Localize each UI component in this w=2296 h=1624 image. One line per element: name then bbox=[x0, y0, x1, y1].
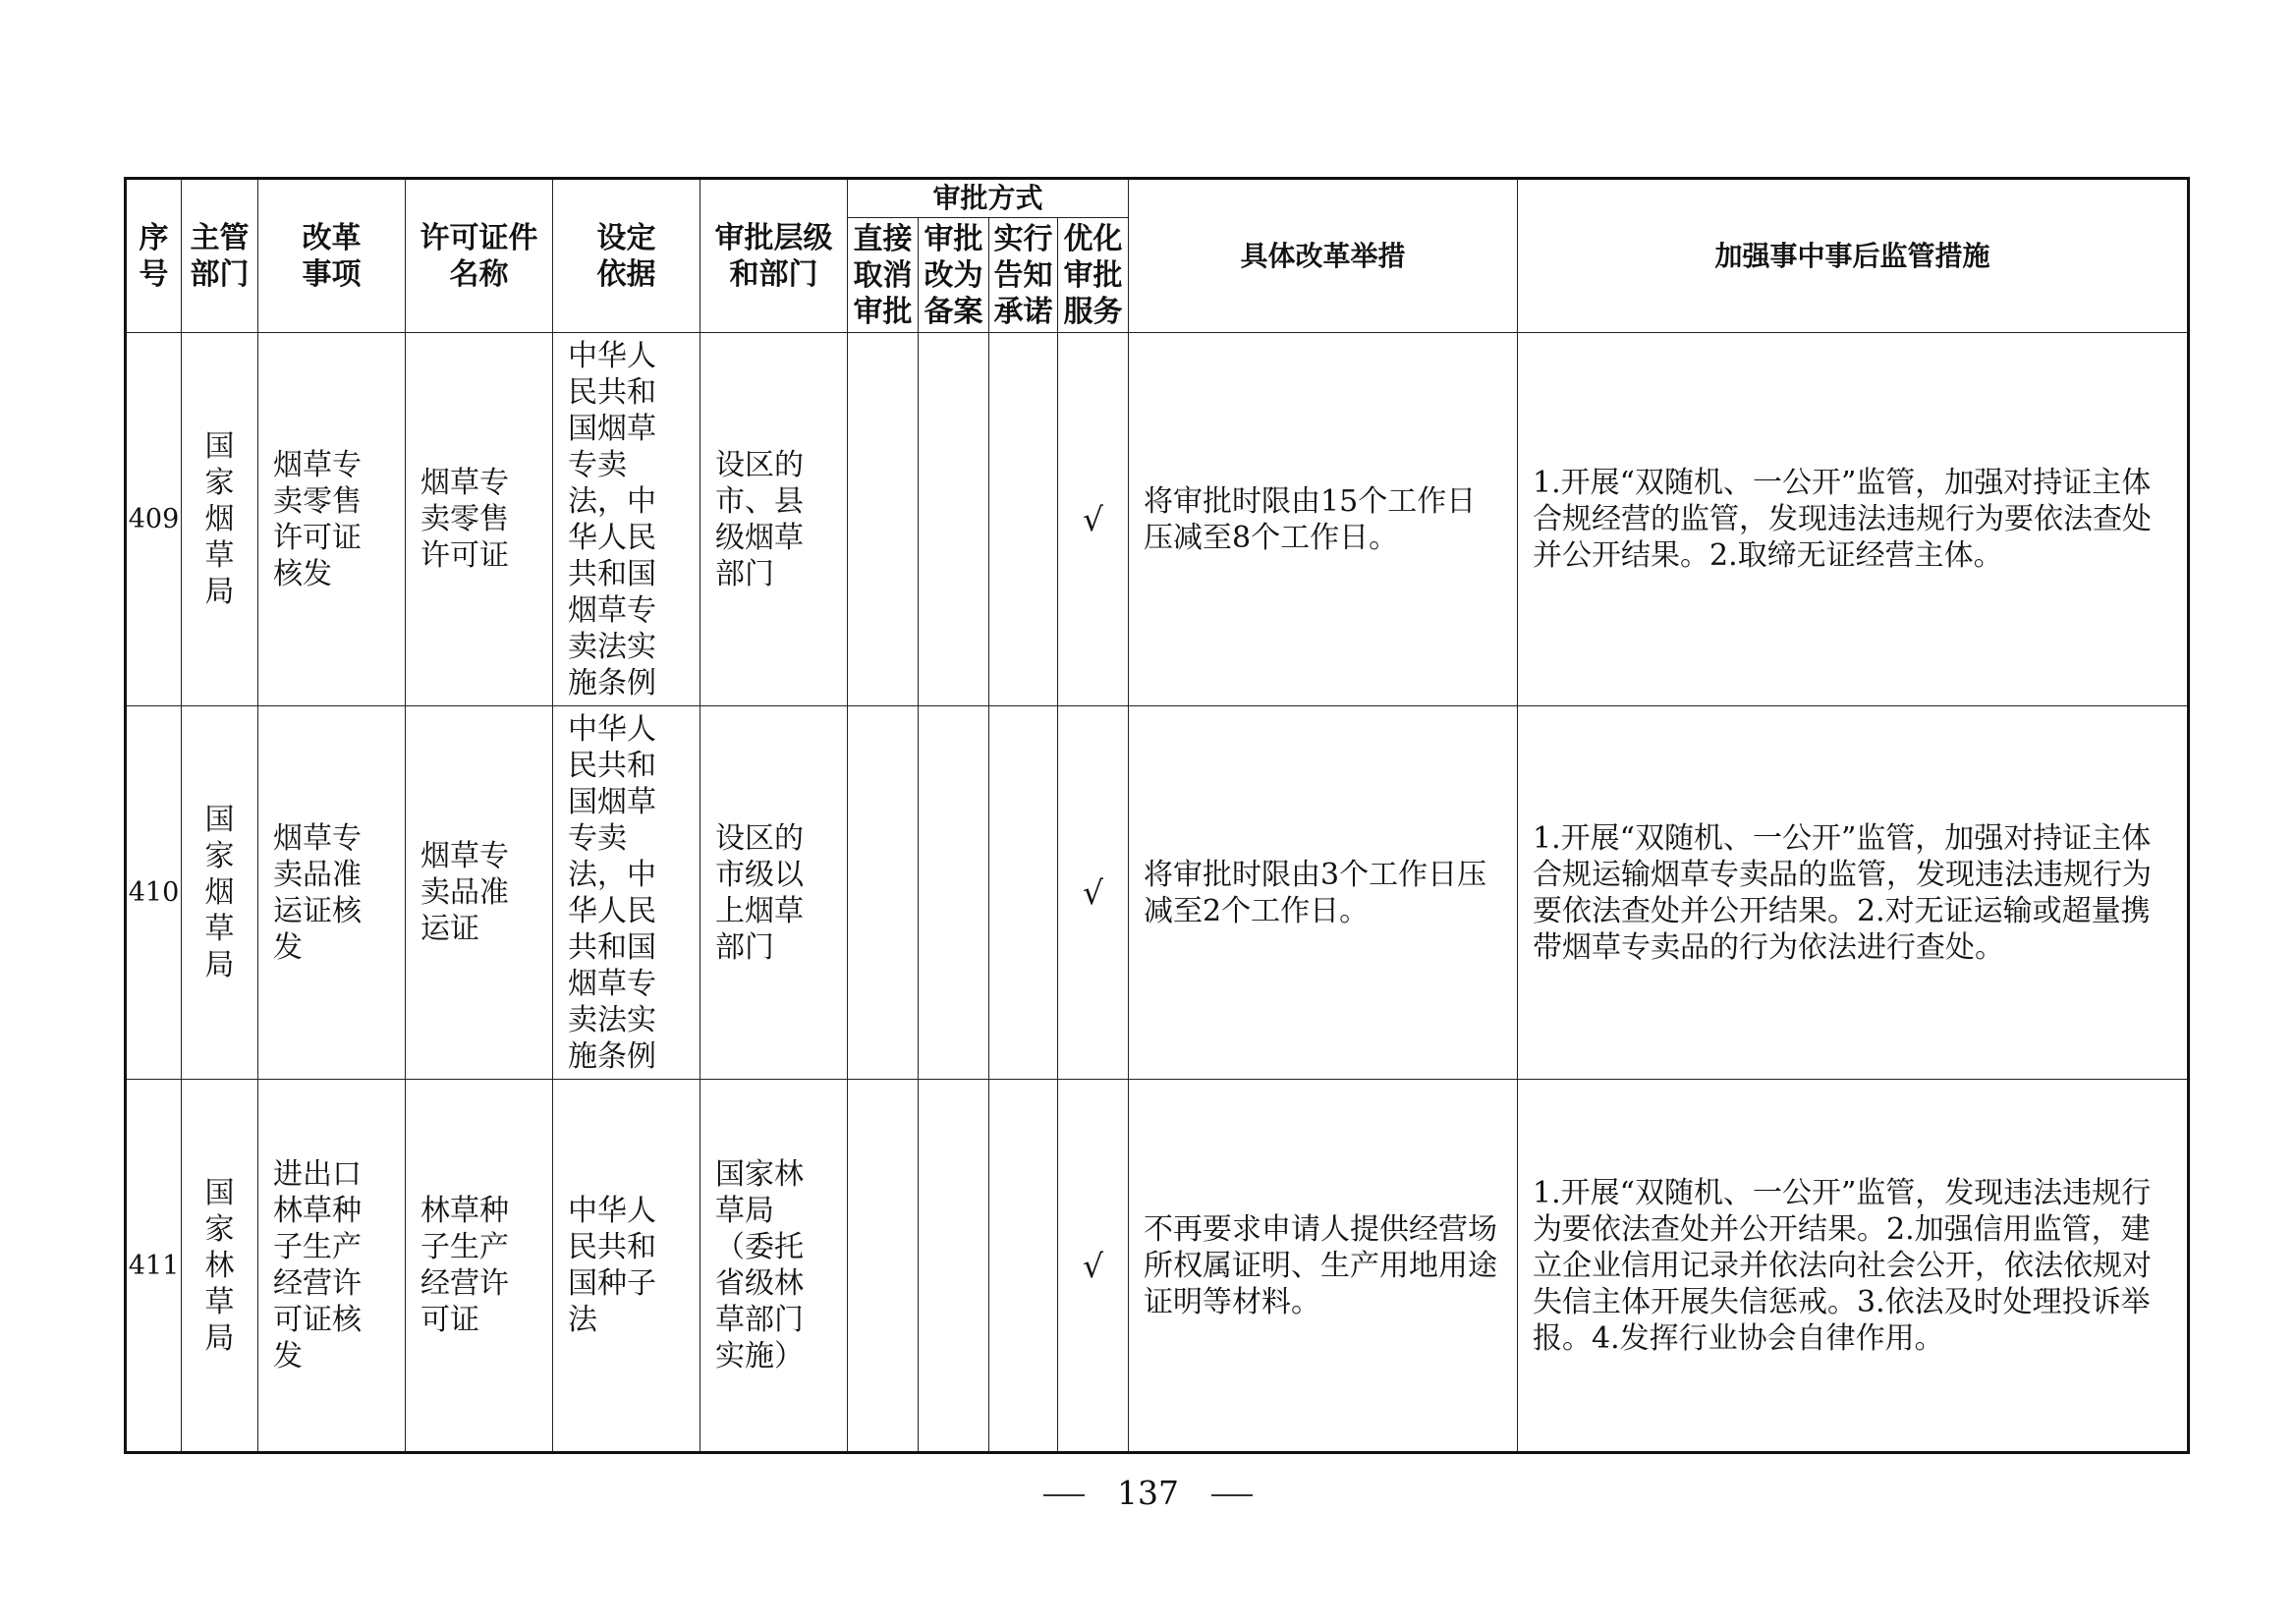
row-license: 林草种子生产经营许可证 bbox=[406, 1080, 553, 1453]
reform-table bbox=[124, 177, 2190, 1454]
header-method-cancel: 直接取消审批 bbox=[848, 218, 919, 333]
row-level: 设区的市、县级烟草部门 bbox=[700, 333, 848, 706]
page-footer bbox=[0, 1474, 2296, 1512]
footer-dash-right bbox=[1211, 1494, 1253, 1496]
row-measures: 将审批时限由3个工作日压减至2个工作日。 bbox=[1129, 706, 1518, 1080]
header-supervision: 加强事中事后监管措施 bbox=[1518, 179, 2189, 333]
header-seq: 序号 bbox=[126, 179, 182, 333]
row-dept: 国家林草局 bbox=[182, 1080, 258, 1453]
row-seq: 411 bbox=[126, 1080, 182, 1453]
row-method-promise bbox=[989, 333, 1058, 706]
header-method-promise: 实行告知承诺 bbox=[989, 218, 1058, 333]
footer-dash-left bbox=[1043, 1494, 1085, 1496]
row-item: 进出口林草种子生产经营许可证核发 bbox=[258, 1080, 406, 1453]
row-method-optimize: √ bbox=[1058, 333, 1129, 706]
row-license: 烟草专卖零售许可证 bbox=[406, 333, 553, 706]
row-method-filing bbox=[919, 706, 989, 1080]
header-basis: 设定依据 bbox=[553, 179, 700, 333]
row-method-filing bbox=[919, 1080, 989, 1453]
row-method-filing bbox=[919, 333, 989, 706]
row-item: 烟草专卖零售许可证核发 bbox=[258, 333, 406, 706]
row-method-promise bbox=[989, 706, 1058, 1080]
table-row bbox=[126, 1080, 2189, 1453]
row-supervision: 1.开展“双随机、一公开”监管，加强对持证主体合规运输烟草专卖品的监管，发现违法违规行为要依法查处并公开结果。2.对无证运输或超量携带烟草专卖品的行为依法进行查处。 bbox=[1518, 706, 2189, 1080]
row-basis: 中华人民共和国种子法 bbox=[553, 1080, 700, 1453]
page-number: 137 bbox=[1117, 1474, 1179, 1512]
row-dept: 国家烟草局 bbox=[182, 333, 258, 706]
header-item: 改革事项 bbox=[258, 179, 406, 333]
table-row bbox=[126, 706, 2189, 1080]
header-license: 许可证件名称 bbox=[406, 179, 553, 333]
row-measures: 将审批时限由15个工作日压减至8个工作日。 bbox=[1129, 333, 1518, 706]
row-method-promise bbox=[989, 1080, 1058, 1453]
row-method-cancel bbox=[848, 333, 919, 706]
row-seq: 409 bbox=[126, 333, 182, 706]
header-method: 审批方式 bbox=[848, 179, 1129, 218]
row-measures: 不再要求申请人提供经营场所权属证明、生产用地用途证明等材料。 bbox=[1129, 1080, 1518, 1453]
row-method-cancel bbox=[848, 1080, 919, 1453]
row-method-optimize: √ bbox=[1058, 1080, 1129, 1453]
header-dept: 主管部门 bbox=[182, 179, 258, 333]
row-level: 国家林草局（委托省级林草部门实施） bbox=[700, 1080, 848, 1453]
header-method-filing: 审批改为备案 bbox=[919, 218, 989, 333]
header-level: 审批层级和部门 bbox=[700, 179, 848, 333]
row-license: 烟草专卖品准运证 bbox=[406, 706, 553, 1080]
row-supervision: 1.开展“双随机、一公开”监管，加强对持证主体合规经营的监管，发现违法违规行为要依法查处并公开结果。2.取缔无证经营主体。 bbox=[1518, 333, 2189, 706]
table-row bbox=[126, 333, 2189, 706]
row-method-cancel bbox=[848, 706, 919, 1080]
row-level: 设区的市级以上烟草部门 bbox=[700, 706, 848, 1080]
row-basis: 中华人民共和国烟草专卖法，中华人民共和国烟草专卖法实施条例 bbox=[553, 706, 700, 1080]
header-measures: 具体改革举措 bbox=[1129, 179, 1518, 333]
row-item: 烟草专卖品准运证核发 bbox=[258, 706, 406, 1080]
row-seq: 410 bbox=[126, 706, 182, 1080]
row-supervision: 1.开展“双随机、一公开”监管，发现违法违规行为要依法查处并公开结果。2.加强信用监管，建立企业信用记录并依法向社会公开，依法依规对失信主体开展失信惩戒。3.依法及时处理投诉举报。4.发挥行业协会自律作用。 bbox=[1518, 1080, 2189, 1453]
row-basis: 中华人民共和国烟草专卖法，中华人民共和国烟草专卖法实施条例 bbox=[553, 333, 700, 706]
row-dept: 国家烟草局 bbox=[182, 706, 258, 1080]
row-method-optimize: √ bbox=[1058, 706, 1129, 1080]
header-method-optimize: 优化审批服务 bbox=[1058, 218, 1129, 333]
